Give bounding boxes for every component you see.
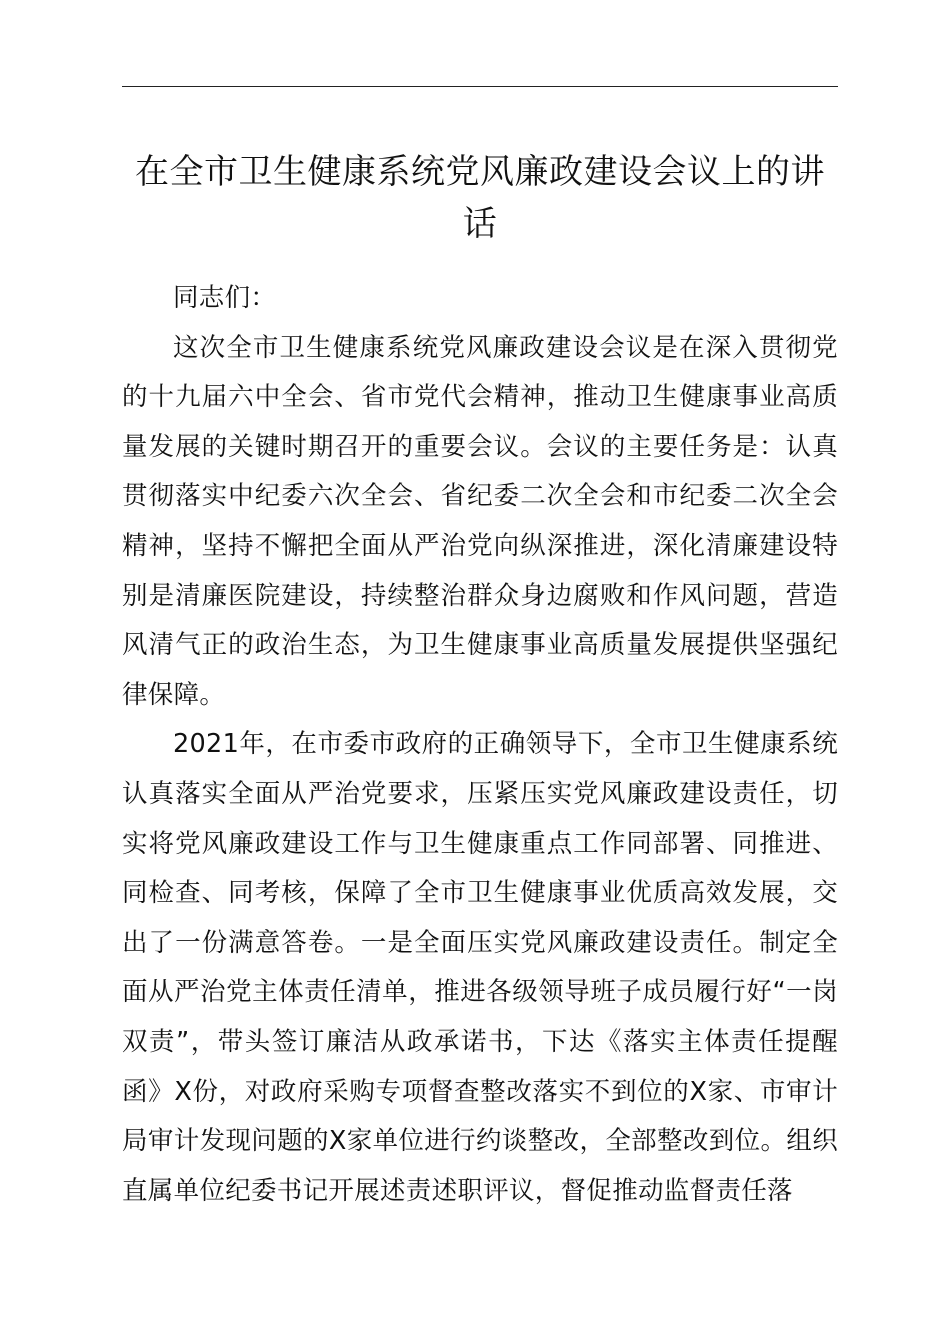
document-title: 在全市卫生健康系统党风廉政建设会议上的讲话 [135, 152, 825, 244]
document-body [122, 274, 838, 1216]
body-paragraph: 2021年，在市委市政府的正确领导下，全市卫生健康系统认真落实全面从严治党要求，压紧压实党风廉政建设责任，切实将党风廉政建设工作与卫生健康重点工作同部署、同推进、同检查、同考核，保障了全市卫生健康事业优质高效发展，交出了一份满意答卷。一是全面压实党风廉政建设责任。制定全面从严治党主体责任清单，推进各级领导班子成员履行好“一岗双责”，带头签订廉洁从政承诺书，下达《落实主体责任提醒函》X份，对政府采购专项督查整改落实不到位的X家、市审计局审计发现问题的X家单位进行约谈整改，全部整改到位。组织直属单位纪委书记开展述责述职评议，督促推动监督责任落 [122, 729, 838, 1206]
salutation: 同志们： [173, 283, 277, 313]
header-rule [122, 86, 838, 87]
body-paragraph: 这次全市卫生健康系统党风廉政建设会议是在深入贯彻党的十九届六中全会、省市党代会精神，推动卫生健康事业高质量发展的关键时期召开的重要会议。会议的主要任务是：认真贯彻落实中纪委六次全会、省纪委二次全会和市纪委二次全会精神，坚持不懈把全面从严治党向纵深推进，深化清廉建设特别是清廉医院建设，持续整治群众身边腐败和作风问题，营造风清气正的政治生态，为卫生健康事业高质量发展提供坚强纪律保障。 [122, 332, 838, 710]
